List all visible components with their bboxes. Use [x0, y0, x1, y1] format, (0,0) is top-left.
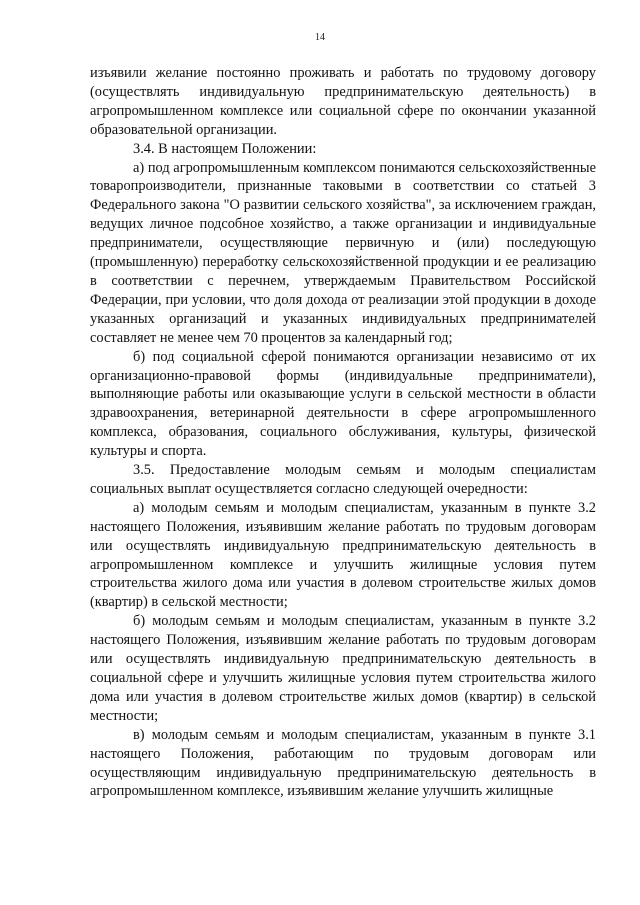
- paragraph-3-5-b: б) молодым семьям и молодым специалистам, указанным в пункте 3.2 настоящего Положения, изъявившим желание работать по трудовым договорам или осуществлять индивидуальную предпринимательскую деятельность в социальной сфере и улучшить жилищные условия путем строительства жилого дома или участия в долевом строительстве жилых домов (квартир) в сельской местности;: [90, 613, 596, 724]
- document-body: [90, 64, 596, 801]
- paragraph-3-5-v: в) молодым семьям и молодым специалистам, указанным в пункте 3.1 настоящего Положения, работающим по трудовым договорам или осуществляющим индивидуальную предпринимательскую деятельность в агропромышленном комплексе, изъявившим желание улучшить жилищные: [90, 726, 596, 800]
- page-number: 14: [315, 32, 325, 43]
- paragraph-3-5-a: а) молодым семьям и молодым специалистам, указанным в пункте 3.2 настоящего Положения, изъявившим желание работать по трудовым договорам или осуществлять индивидуальную предпринимательскую деятельность в агропромышленном комплексе и улучшить жилищные условия путем строительства жилого дома или участия в долевом строительстве жилых домов (квартир) в сельской местности;: [90, 499, 596, 611]
- paragraph-3-5: 3.5. Предоставление молодым семьям и молодым специалистам социальных выплат осуществляется согласно следующей очередности:: [90, 462, 596, 497]
- paragraph-3-4-a: а) под агропромышленным комплексом понимаются сельскохозяйственные товаропроизводители, признанные таковыми в соответствии со статьей 3 Федерального закона "О развитии сельского хозяйства", за исключением граждан, ведущих личное подсобное хозяйство, а также организации и индивидуальные предприниматели, осуществляющие первичную и (или) последующую (промышленную) переработку сельскохозяйственной продукции и ее реализацию в соответствии с перечнем, утверждаемым Правительством Российской Федерации, при условии, что доля дохода от реализации этой продукции в доходе указанных организаций и указанных индивидуальных предпринимателей составляет не менее чем 70 процентов за календарный год;: [90, 159, 596, 346]
- paragraph-continuation: изъявили желание постоянно проживать и работать по трудовому договору (осуществлять индивидуальную предпринимательскую деятельность) в агропромышленном комплексе или социальной сфере по окончании указанной образовательной организации.: [90, 65, 596, 138]
- paragraph-3-4-b: б) под социальной сферой понимаются организации независимо от их организационно-правовой формы (индивидуальные предприниматели), выполняющие работы или оказывающие услуги в сельской местности в области здравоохранения, ветеринарной деятельности в сфере агропромышленного комплекса, образования, социального обслуживания, культуры, физической культуры и спорта.: [90, 348, 596, 460]
- paragraph-3-4-heading: 3.4. В настоящем Положении:: [133, 140, 317, 157]
